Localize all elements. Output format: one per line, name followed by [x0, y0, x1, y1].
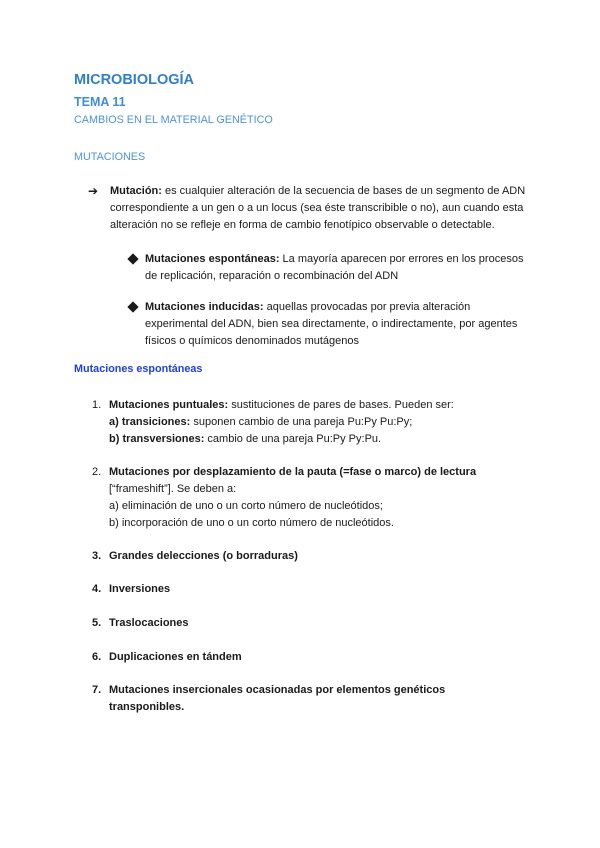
list-number: 3.	[92, 550, 102, 562]
sub-term: a) transiciones:	[109, 416, 191, 428]
type-text	[145, 251, 525, 285]
item-term: Mutaciones insercionales ocasionadas por elementos genéticos transponibles.	[109, 684, 446, 713]
list-number: 6.	[92, 651, 102, 663]
list-line	[109, 464, 529, 481]
list-text	[109, 548, 529, 565]
item-term: Traslocaciones	[109, 617, 189, 629]
list-text	[109, 464, 529, 532]
list-line	[109, 414, 529, 431]
arrow-bullet-icon: ➔	[88, 184, 99, 198]
type-body: aquellas provocadas por previa alteración experimental del ADN, bien sea directamente, o indirectamente, por agentes físicos o químicos denominados mutágenos	[145, 301, 518, 347]
list-line	[109, 397, 529, 414]
item-term: Inversiones	[109, 583, 171, 595]
list-line: b) incorporación de uno o un corto número de nucleótidos.	[109, 517, 394, 529]
definition-text	[110, 183, 528, 234]
list-number: 5.	[92, 617, 102, 629]
list-text	[109, 649, 529, 666]
type-term: Mutaciones espontáneas:	[145, 253, 280, 265]
list-text	[109, 615, 529, 632]
list-text	[109, 581, 529, 598]
item-term: Grandes delecciones (o borraduras)	[109, 550, 298, 562]
subject-title: MICROBIOLOGÍA	[74, 72, 195, 88]
definition-term: Mutación:	[110, 185, 162, 197]
list-line	[109, 431, 529, 448]
diamond-bullet-icon	[127, 301, 138, 312]
topic-title: TEMA 11	[74, 95, 126, 109]
list-line: a) eliminación de uno o un corto número de nucleótidos;	[109, 500, 383, 512]
list-number: 4.	[92, 583, 102, 595]
item-term: Duplicaciones en tándem	[109, 651, 242, 663]
list-text	[109, 397, 529, 448]
item-term: Mutaciones por desplazamiento de la pauta (=fase o marco) de lectura	[109, 466, 477, 478]
list-text	[109, 682, 469, 716]
sub-body: cambio de una pareja Pu:Py Py:Pu.	[204, 433, 382, 445]
type-text	[145, 299, 525, 350]
definition-body: es cualquier alteración de la secuencia de bases de un segmento de ADN correspondiente a un gen o a un locus (sea éste transcribible o no), aun cuando esta alteración no se refleje en forma de cambio fenotípico observable o detectable.	[110, 185, 526, 231]
list-line: [“frameshift”]. Se deben a:	[109, 483, 237, 495]
list-number: 7.	[92, 684, 102, 696]
list-number: 1.	[92, 399, 102, 411]
list-number: 2.	[92, 466, 102, 478]
type-body: La mayoría aparecen por errores en los procesos de replicación, reparación o recombinación del ADN	[145, 253, 524, 282]
item-term: Mutaciones puntuales:	[109, 399, 229, 411]
section-heading: MUTACIONES	[74, 151, 146, 163]
item-body: sustituciones de pares de bases. Pueden ser:	[228, 399, 454, 411]
type-term: Mutaciones inducidas:	[145, 301, 264, 313]
diamond-bullet-icon	[127, 253, 138, 264]
sub-body: suponen cambio de una pareja Pu:Py Pu:Py;	[190, 416, 413, 428]
chapter-subtitle: CAMBIOS EN EL MATERIAL GENÉTICO	[74, 114, 273, 126]
sub-term: b) transversiones:	[109, 433, 205, 445]
subsection-heading: Mutaciones espontáneas	[74, 363, 203, 375]
